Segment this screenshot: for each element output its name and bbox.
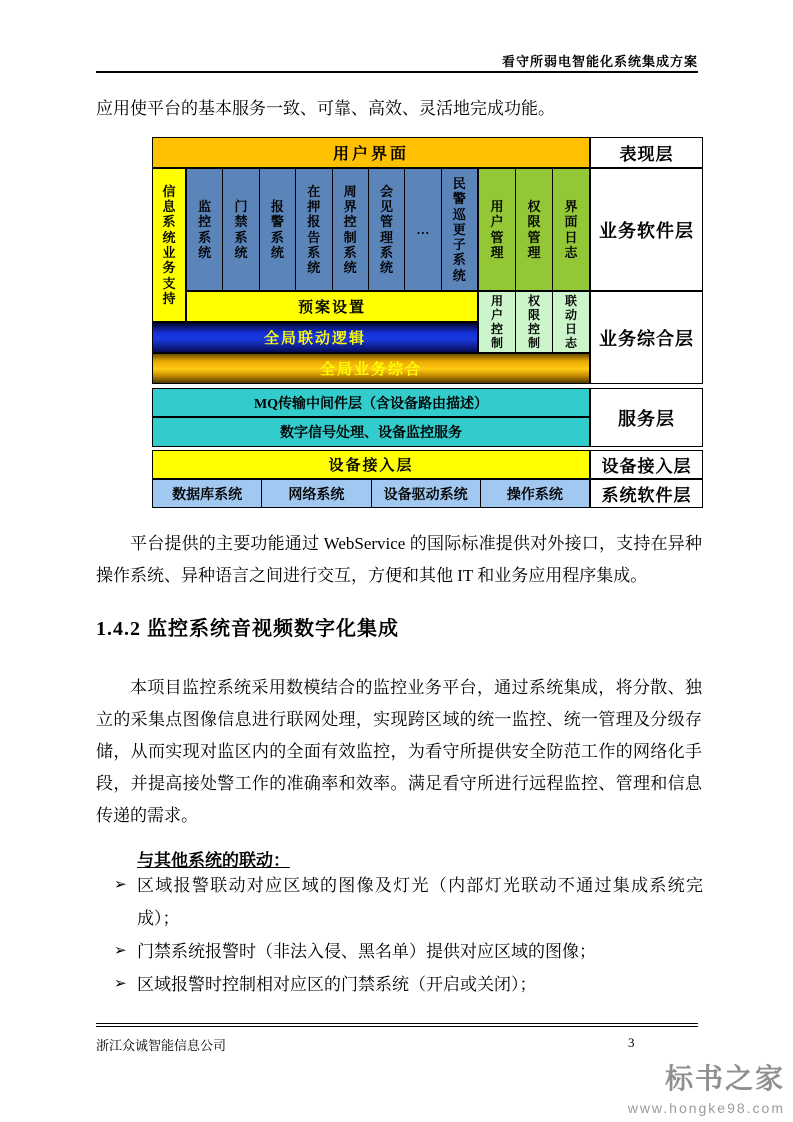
- diagram-cell-subsystem: 周界控制系统: [332, 168, 369, 291]
- list-item: [96, 935, 703, 968]
- diagram-cell-user-control: 用户控制: [478, 291, 516, 353]
- diagram-cell-user-mgmt: 用户管理: [478, 168, 516, 291]
- diagram-cell-linkage-log: 联动日志: [552, 291, 590, 353]
- arrow-bullet-icon: ➢: [114, 877, 127, 893]
- diagram-cell-network-system: 网络系统: [261, 479, 371, 508]
- diagram-cell-mq-layer: MQ传输中间件层（含设备路由描述）: [152, 388, 590, 417]
- list-item-text: 区域报警联动对应区域的图像及灯光（内部灯光联动不通过集成系统完成）；: [137, 876, 703, 928]
- diagram-base-system-row: [152, 479, 590, 508]
- list-item: [96, 869, 703, 935]
- diagram-cell-global-business: 全局业务综合: [152, 353, 590, 384]
- layer-label-presentation: 表现层: [590, 137, 703, 168]
- diagram-cell-user-interface: 用户界面: [152, 137, 590, 168]
- diagram-management-columns: [478, 168, 590, 291]
- diagram-cell-permission-control: 权限控制: [515, 291, 553, 353]
- page-number: 3: [628, 1035, 635, 1050]
- diagram-cell-subsystem: 在押报告系统: [295, 168, 332, 291]
- diagram-cell-permission-mgmt: 权限管理: [515, 168, 553, 291]
- diagram-cell-subsystem-ellipsis: …: [404, 168, 441, 291]
- diagram-cell-ui-log: 界面日志: [552, 168, 590, 291]
- diagram-cell-info-support: 信息系统业务支持: [152, 168, 186, 322]
- list-item-text: 门禁系统报警时（非法入侵、黑名单）提供对应区域的图像；: [137, 942, 596, 961]
- diagram-control-columns: [478, 291, 590, 353]
- watermark: [628, 1057, 785, 1116]
- diagram-subsystem-columns: [186, 168, 478, 291]
- diagram-cell-device-driver-system: 设备驱动系统: [371, 479, 481, 508]
- paragraph-webservice: 平台提供的主要功能通过 WebService 的国际标准提供对外接口，支持在异种操作系统、异种语言之间进行交互，方便和其他 IT 和业务应用程序集成。: [96, 534, 702, 585]
- watermark-brand: 标书之家: [664, 1063, 785, 1094]
- watermark-url: www.hongke98.com: [627, 1100, 785, 1116]
- architecture-diagram: [152, 137, 703, 508]
- diagram-cell-operating-system: 操作系统: [480, 479, 590, 508]
- diagram-cell-device-access: 设备接入层: [152, 450, 590, 479]
- linkage-subheading: 与其他系统的联动：: [137, 851, 290, 870]
- arrow-bullet-icon: ➢: [114, 976, 127, 992]
- linkage-bullet-list: [96, 869, 703, 1001]
- paragraph-monitoring: 本项目监控系统采用数模结合的监控业务平台，通过系统集成，将分散、独立的采集点图像信息进行联网处理，实现跨区域的统一监控、统一管理及分级存储，从而实现对监区内的全面有效监控，为看守所提供安全防范工作的网络化手段，并提高接处警工作的准确率和效率。满足看守所进行远程监控、管理和信息传递的需求。: [96, 678, 702, 825]
- layer-label-system-software: 系统软件层: [590, 479, 703, 508]
- diagram-cell-subsystem: 门禁系统: [222, 168, 259, 291]
- layer-label-device-access: 设备接入层: [590, 450, 703, 479]
- diagram-cell-subsystem: 民警巡更子系统: [441, 168, 478, 291]
- diagram-cell-subsystem: 监控系统: [186, 168, 223, 291]
- layer-label-service: 服务层: [590, 388, 703, 447]
- diagram-cell-global-linkage: 全局联动逻辑: [152, 322, 478, 353]
- diagram-cell-database-system: 数据库系统: [152, 479, 262, 508]
- footer-rule: [96, 1023, 698, 1027]
- arrow-bullet-icon: ➢: [114, 943, 127, 959]
- footer-company: 浙江众诚智能信息公司: [96, 1038, 227, 1053]
- diagram-cell-preset: 预案设置: [186, 291, 478, 322]
- list-item: [96, 968, 703, 1001]
- list-item-text: 区域报警时控制相对应区的门禁系统（开启或关闭）；: [137, 975, 537, 994]
- header-rule: [96, 71, 698, 73]
- layer-label-business-integration: 业务综合层: [590, 291, 703, 384]
- layer-label-business-software: 业务软件层: [590, 168, 703, 291]
- header-title: 看守所弱电智能化系统集成方案: [501, 54, 698, 69]
- section-heading: 1.4.2 监控系统音视频数字化集成: [96, 618, 399, 640]
- diagram-cell-subsystem: 会见管理系统: [368, 168, 405, 291]
- diagram-cell-subsystem: 报警系统: [259, 168, 296, 291]
- intro-paragraph: 应用使平台的基本服务一致、可靠、高效、灵活地完成功能。: [96, 99, 555, 118]
- diagram-cell-signal-layer: 数字信号处理、设备监控服务: [152, 417, 590, 447]
